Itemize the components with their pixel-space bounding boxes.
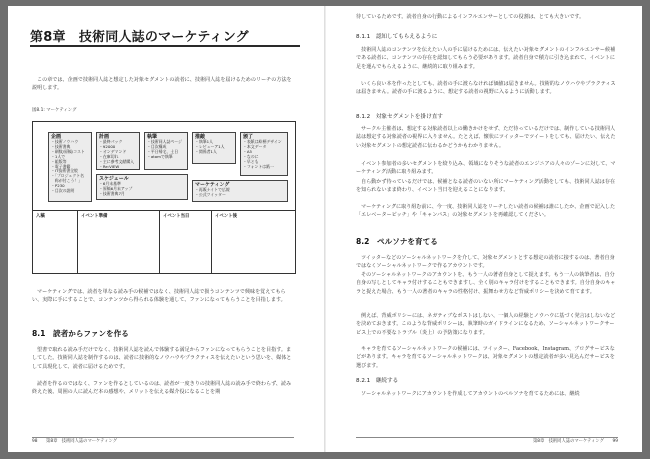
figure-cell-marketing xyxy=(192,180,288,202)
figure-lower-row xyxy=(33,210,295,274)
lower-col-event-after: イベント後 xyxy=(215,214,237,219)
body-paragraph: 自ら動かず待っているだけでは、候補となる読者のいない所にマーケティング活動をしても、技術同人誌は存在を知られないまま終わり、イベント当日を迎えることになります。 xyxy=(356,179,616,194)
figure-caption: 図8.1: マーケティング xyxy=(32,108,77,113)
cell-items: ・技術ノウハウ ・技術書典 ・刷数/原稿/コスト ・1人で ・組版等 ・電子書籍 ・IT技術書全般 ・「プロジェクト名 称が付こう！」 ・P230 ・目次の説明 xyxy=(51,139,85,194)
cell-title: 頒了 xyxy=(243,134,254,140)
cell-title: スケジュール xyxy=(99,176,129,182)
section-heading-8-1: 8.1 読者からファンを作る xyxy=(32,329,129,338)
figure-cell-shippitsu xyxy=(144,132,188,170)
page-footer: 第8章 技術同人誌のマーケティング 99 xyxy=(532,439,618,444)
left-page xyxy=(8,6,324,452)
body-paragraph: ツイッターなどのソーシャルネットワークを介して、対象セグメントとする想定の読者に接するのは、著者自身ではなくソーシャルネットワークで作るアカウントです。 xyxy=(356,255,615,270)
body-paragraph: イベント参加者の多いセグメントを絞り込み、領域になりそうな読者のエンジニアの人々のゾーンに対して、マーケティング活動に取り組みます。 xyxy=(356,161,616,176)
section-heading-8-2: 8.2 ペルソナを育てる xyxy=(356,237,438,246)
cell-title: 企画 xyxy=(51,134,62,140)
body-paragraph: ソーシャルネットワークにアカウントを作成してアカウントのペルソナを育てるためには、継続 xyxy=(361,391,580,397)
cell-title: 執筆 xyxy=(147,134,158,140)
figure-cell-schedule xyxy=(96,174,188,200)
figure-cell-kanryou xyxy=(240,132,288,176)
body-paragraph: 読者を作るのではなく、ファンを作るとしているのは、読者が一度きりの技術同人誌の読み手で終わらず、読み終えた後、周囲の人に読んだ本の感想や、メリットを伝える媒介役になることを期 xyxy=(32,381,292,396)
figure-cell-kikaku xyxy=(48,132,92,202)
cell-items: ・表紙は絵柄デザイン ・本文データ ・A5 ・なのに ・早とも ・フォントは紙一 xyxy=(243,139,282,169)
intro-paragraph: この章では、企画で技術同人誌と想定した対象セグメントの読者に、技術同人誌を届けるためのリーチの方法を説明します。 xyxy=(32,77,292,92)
body-paragraph: 望書で取れる読み手だけでなく、技術同人誌を読んで体験する満足からファンになってもらうことを目指す。ましてした。技術同人誌を制作するのは、読者に技術的なノウハウやプラクティスを伝えたいという思いを、媒体として具現化して、読者に届けるためです。 xyxy=(32,347,292,370)
cell-items: ・技術同人誌ページ ・目次構成 ・平日帰宅、土日 ・atomで執筆 xyxy=(147,139,182,159)
body-paragraph: そのソーシャルネットワークのアカウントを、もう一人の著者自身として捉えます。もう一人の執筆者は、自分自身の写しとしてキャラ付けすることもできますし、全く別のキャラ付けをすることもできます。自分自身のキャラと捉えた場合、もう一人の著者のキャラの性格付け、振舞わせ方など背威ポリシーを決めて育てます。 xyxy=(356,272,616,295)
body-paragraph: 技術同人誌のコンテンツを伝えたい人の手に届けるためには、伝えたい対象セグメントのインフルエンサー候補である読者に、コンテンツの存在を認知してもらう必要があります。読者自身で積力に引き込まれて、イベントに足を運んでもらえるように、継続的に取り組みます。 xyxy=(356,47,616,70)
title-rule xyxy=(30,45,300,47)
cell-items: ・最終パック ・¥2000 ・オンデマンド ・在庫切れ ・主に参考文献購入 ・Re:VIEW xyxy=(99,139,135,169)
body-paragraph: 待しているためです。読者自身の行動によるインフルエンサーとしての役割は、とても大きいです。 xyxy=(356,14,585,20)
marketing-figure xyxy=(32,121,296,274)
lower-col-event-prep: イベント準備 xyxy=(78,211,160,274)
body-paragraph: マーケティングに取り組む前に、今一度、技術同人誌をリーチしたい読者の候補は誰にしたか、企画で記入した「エレベーターピッチ」や「キャンバス」の対象セグメントを再確認してください。 xyxy=(356,204,616,219)
subsection-heading-8-2-1: 8.2.1 継続する xyxy=(356,378,399,384)
page-footer: 98 第8章 技術同人誌のマーケティング xyxy=(32,439,118,444)
lower-col-nyuukou: 入稿 xyxy=(33,211,78,274)
body-paragraph: いくら良い本を作ったとしても、読者の手に渡らなければ価値は届きません。技術的なノウハウやプラクティスは届きません。読者の手に渡るように、想定する読者の視野に入るように活動します。 xyxy=(356,81,616,96)
figure-cell-suikou xyxy=(192,132,236,164)
chapter-title: 第8章 技術同人誌のマーケティング xyxy=(30,30,249,45)
cell-title: マーケティング xyxy=(195,182,230,188)
cell-items: ・再販ナイトで広報 ・公式ツイッター xyxy=(195,187,230,197)
body-paragraph: マーケティングでは、読者を単なる読み手の候補ではなく、技術同人誌で扱うコンテンツで興味を覚えてもらい、実際に手にすることで、コンテンツから得られる体験を通して、ファンになってもらうことを目指します。 xyxy=(32,289,286,304)
book-spread xyxy=(8,6,642,452)
body-paragraph: 例えば、背威ポリシーには、ネガティブなポストはしない、一個人の経験とノウハウに基づく発言はしないなどを決めておきます。このような背威ポリシーは、執筆時のガイドラインになるため、ソーシャルネットワークサービス上での不要なトラブル（炎上）の予防策になります。 xyxy=(356,313,616,336)
body-paragraph: サークル主催者は、想定する対象読者以上の働きかけをせず、ただ待っているだけでは、制作している技術同人誌は想定する対象読者の視界に入りません。たとえば、懐状にツイッターでツイートをしても、届けたい、伝えたい対象セグメントの想定読者に伝わるかどうかもわかりません。 xyxy=(356,126,616,149)
lower-col-event-day: イベント当日 xyxy=(160,211,212,274)
subsection-heading-8-1-1: 8.1.1 認知してもらえるように xyxy=(356,34,438,40)
cell-title: 計画 xyxy=(99,134,110,140)
right-page xyxy=(326,6,642,452)
cell-items: ・6月末基準 ・原稿6月末アップ ・技術書典7月 xyxy=(99,181,133,196)
cell-title: 推敲 xyxy=(195,134,206,140)
body-paragraph: キャラを育てるソーシャルネットワークの候補には、ツイッター、Facebook、Instagram、ブログサービスなどがあります。キャラを育てるソーシャルネットワークは、対象セグメントの想定読者が多い見込んだサービスを選びます。 xyxy=(356,346,615,369)
figure-cell-keikaku xyxy=(96,132,140,170)
cell-items: ・執筆1人 ・レビューア1人 ・関係者1人 xyxy=(195,139,225,154)
subsection-heading-8-1-2: 8.1.2 対象セグメントを掛け直す xyxy=(356,114,443,120)
